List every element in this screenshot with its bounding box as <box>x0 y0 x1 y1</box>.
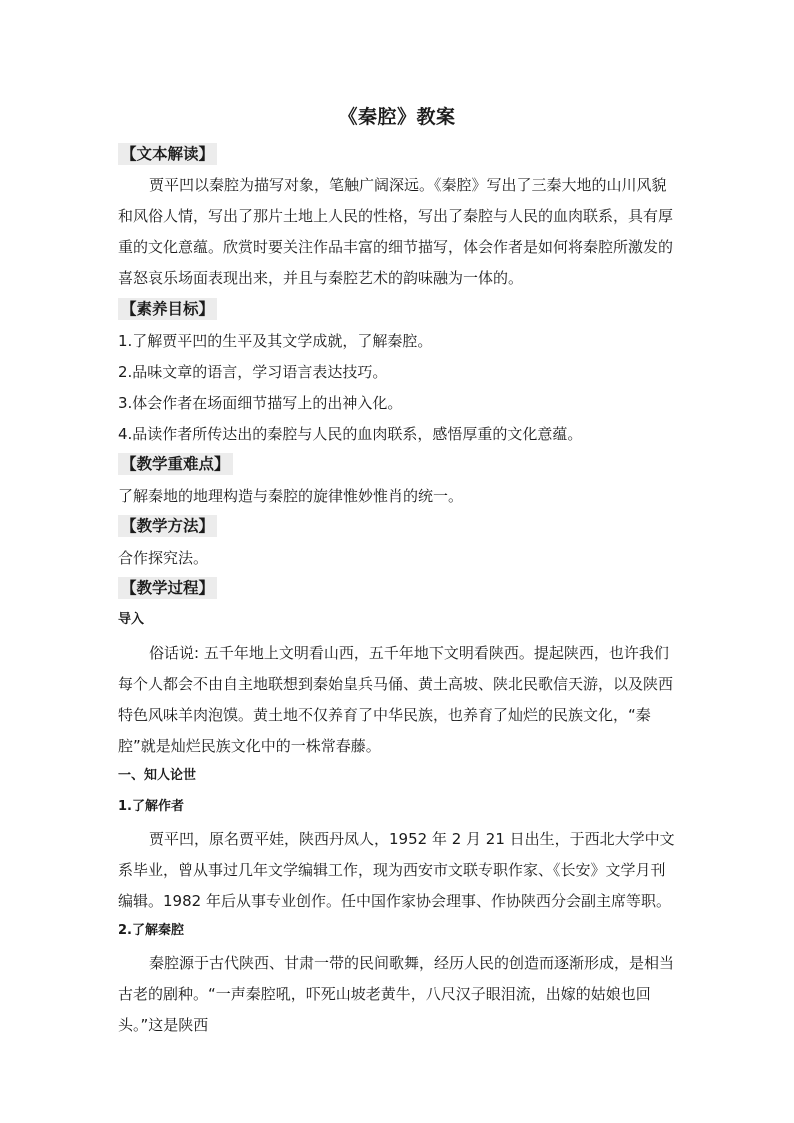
intro-label: 导入 <box>118 612 145 627</box>
document-title: 《秦腔》教案 <box>338 106 456 128</box>
sub1-label: 1.了解作者 <box>118 799 184 814</box>
goal-item-4: 4.品读作者所传达出的秦腔与人民的血肉联系，感悟厚重的文化意蕴。 <box>118 425 583 443</box>
key-points-text: 了解秦地的地理构造与秦腔的旋律惟妙惟肖的统一。 <box>118 487 464 505</box>
author-paragraph: 贾平凹，原名贾平娃，陕西丹凤人，1952 年 2 月 21 日出生，于西北大学中文系毕业，曾从事过几年文学编辑工作，现为西安市文联专职作家、《长安》文学月刊编辑。1982 年后从事专业创作。任中国作家协会理事、作协陕西分会副主席等职。 <box>118 830 675 910</box>
heading-method: 【教学方法】 <box>118 515 217 537</box>
heading-goals: 【素养目标】 <box>118 298 217 320</box>
goal-item-3: 3.体会作者在场面细节描写上的出神入化。 <box>118 394 403 412</box>
intro-paragraph: 俗话说: 五千年地上文明看山西，五千年地下文明看陕西。提起陕西，也许我们每个人都会不由自主地联想到秦始皇兵马俑、黄土高坡、陕北民歌信天游，以及陕西特色风味羊肉泡馍。黄土地不仅养育了中华民族，也养育了灿烂的民族文化，“秦腔”就是灿烂民族文化中的一株常春藤。 <box>118 644 674 755</box>
heading-process: 【教学过程】 <box>118 577 217 599</box>
method-text: 合作探究法。 <box>118 549 209 567</box>
opera-paragraph: 秦腔源于古代陕西、甘肃一带的民间歌舞，经历人民的创造而逐渐形成，是相当古老的剧种。“一声秦腔吼，吓死山坡老黄牛，八尺汉子眼泪流，出嫁的姑娘也回头。”这是陕西 <box>118 954 675 1034</box>
goal-item-2: 2.品味文章的语言，学习语言表达技巧。 <box>118 363 388 381</box>
heading-key-points: 【教学重难点】 <box>118 453 233 475</box>
part1-label: 一、知人论世 <box>118 768 197 783</box>
text-reading-paragraph: 贾平凹以秦腔为描写对象，笔触广阔深远。《秦腔》写出了三秦大地的山川风貌和风俗人情，写出了那片土地上人民的性格，写出了秦腔与人民的血肉联系，具有厚重的文化意蕴。欣赏时要关注作品丰富的细节描写，体会作者是如何将秦腔所激发的喜怒哀乐场面表现出来，并且与秦腔艺术的韵味融为一体的。 <box>118 176 674 287</box>
heading-text-reading: 【文本解读】 <box>118 143 217 165</box>
goal-item-1: 1.了解贾平凹的生平及其文学成就，了解秦腔。 <box>118 332 433 350</box>
sub2-label: 2.了解秦腔 <box>118 923 184 938</box>
